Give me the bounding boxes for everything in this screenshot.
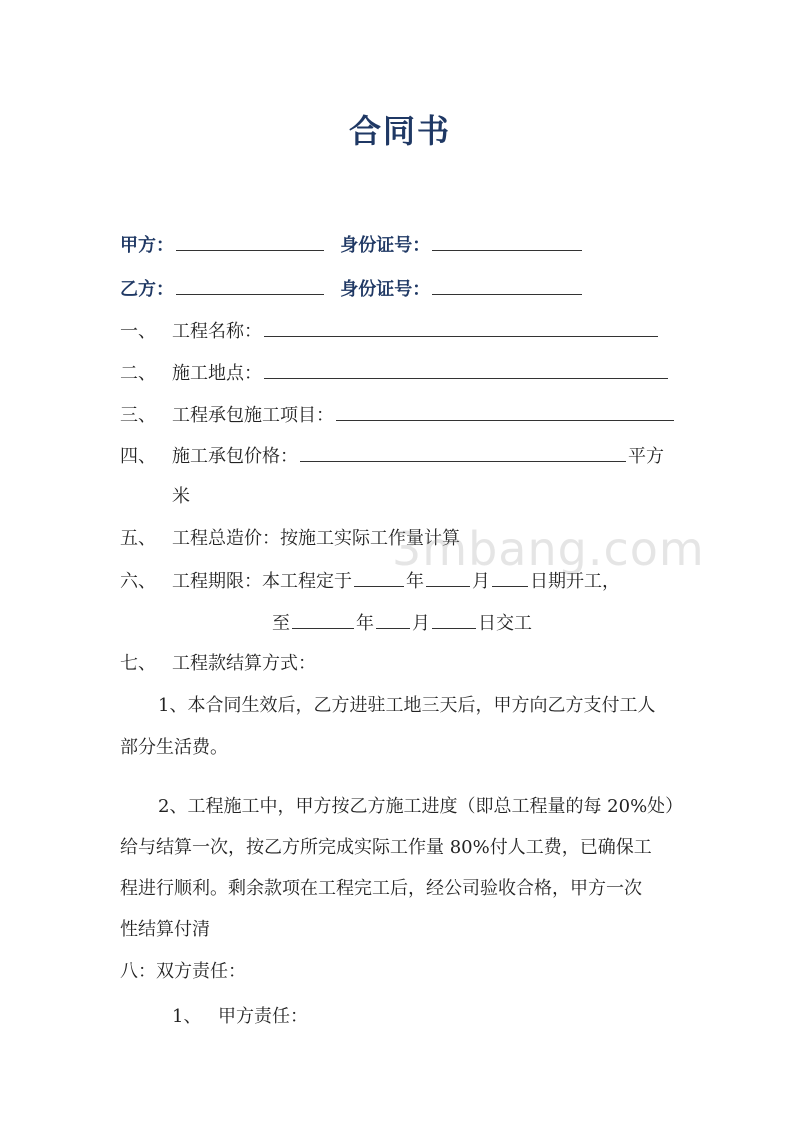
party-a-id-label: 身份证号： [340, 235, 431, 256]
item-text: 工程款结算方式： [172, 653, 316, 674]
item-number: 六、 [120, 571, 156, 592]
item-label: 工程期限：本工程定于 [172, 571, 352, 592]
item-number: 七、 [120, 653, 156, 674]
to-label: 至 [272, 613, 290, 634]
item-project-name [120, 318, 660, 344]
item-site-location [120, 360, 670, 386]
item-number: 五、 [120, 528, 156, 549]
schedule-end-line [272, 610, 532, 636]
item-text: 工程总造价：按施工实际工作量计算 [172, 528, 460, 549]
party-b-line [120, 276, 584, 302]
item-label: 施工承包价格： [172, 446, 298, 467]
page-title: 合同书 [348, 112, 451, 150]
clause-2-line-2: 给与结算一次，按乙方所完成实际工作量 80%付人工费，已确保工 [120, 837, 652, 858]
item-label: 工程名称： [172, 321, 262, 342]
clause-2-line-3: 程进行顺利。剩余款项在工程完工后，经公司验收合格，甲方一次 [120, 878, 642, 899]
party-b-label: 乙方： [120, 279, 174, 300]
start-day-label: 日期开工， [530, 571, 620, 592]
section-8-heading: 八：双方责任： [120, 961, 246, 982]
party-a-label: 甲方： [120, 235, 174, 256]
item-number: 二、 [120, 363, 156, 384]
sub-item-number: 1、 [172, 1006, 202, 1027]
year-label: 年 [356, 613, 374, 634]
item-number: 四、 [120, 446, 156, 467]
party-b-id-label: 身份证号： [340, 279, 431, 300]
contract-scope-blank[interactable] [336, 402, 674, 421]
project-name-blank[interactable] [264, 318, 658, 337]
item-label: 工程承包施工项目： [172, 405, 334, 426]
clause-1-line-1: 1、本合同生效后，乙方进驻工地三天后，甲方向乙方支付工人 [158, 695, 656, 716]
clause-2-line-4: 性结算付清 [120, 919, 210, 940]
month-label: 月 [472, 571, 490, 592]
sub-item-text: 甲方责任： [218, 1006, 308, 1027]
contract-price-blank[interactable] [300, 443, 626, 462]
price-unit-part2: 米 [172, 486, 190, 507]
month-label: 月 [412, 613, 430, 634]
item-contract-price [120, 443, 664, 469]
item-number: 三、 [120, 405, 156, 426]
party-a-name-blank[interactable] [176, 232, 324, 251]
party-b-id-blank[interactable] [432, 276, 582, 295]
party-a-id-blank[interactable] [432, 232, 582, 251]
item-number: 一、 [120, 321, 156, 342]
party-b-name-blank[interactable] [176, 276, 324, 295]
price-unit-part1: 平方 [628, 446, 664, 467]
watermark: 3mbang.com [392, 522, 705, 576]
end-month-blank[interactable] [376, 610, 410, 629]
item-payment-method [120, 652, 316, 676]
end-day-label: 日交工 [478, 613, 532, 634]
year-label: 年 [406, 571, 424, 592]
clause-1-line-2: 部分生活费。 [120, 737, 228, 758]
item-label: 施工地点： [172, 363, 262, 384]
sub-item-1 [172, 1005, 308, 1029]
end-day-blank[interactable] [432, 610, 476, 629]
clause-2-line-1: 2、工程施工中，甲方按乙方施工进度（即总工程量的每 20%处） [158, 796, 684, 817]
site-location-blank[interactable] [264, 360, 668, 379]
party-a-line [120, 232, 584, 258]
item-contract-scope [120, 402, 676, 428]
end-year-blank[interactable] [292, 610, 354, 629]
